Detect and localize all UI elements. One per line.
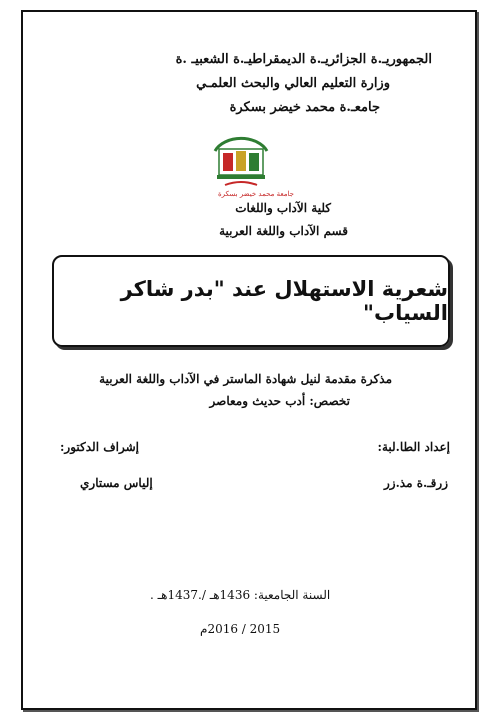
thesis-specialty: تخصص: أدب حديث ومعاصر xyxy=(209,394,350,408)
supervisor-label: إشراف الدكتور: xyxy=(60,440,140,454)
student-name: زرقـ.ة مذ.زر xyxy=(384,476,448,490)
page-border xyxy=(21,10,477,710)
title-box xyxy=(52,255,450,347)
university-logo xyxy=(205,135,277,191)
academic-year: السنة الجامعية: 1436هـ /.1437هـ . xyxy=(150,588,331,602)
faculty-name: كلية الآداب واللغات xyxy=(235,201,331,215)
logo-caption: جامعة محمد خيضر بسكرة xyxy=(218,190,294,198)
prepared-by-label: إعداد الطا.لبة: xyxy=(377,440,450,454)
university-heading: جامعـ.ة محمد خيضر بسكرة xyxy=(229,100,380,115)
republic-heading: الجمهوريـ.ة الجزائريـ.ة الديمقراطيـ.ة الشعبيـ .ة xyxy=(175,52,432,67)
thesis-purpose: مذكرة مقدمة لنيل شهادة الماستر في الآداب واللغة العربية xyxy=(99,372,392,386)
ministry-heading: وزارة التعليم العالي والبحث العلمـي xyxy=(196,76,390,91)
thesis-title: شعرية الاستهلال عند "بدر شاكر السياب" xyxy=(120,277,448,325)
supervisor-name: إلياس مستاري xyxy=(80,476,153,490)
gregorian-year: 2015 / 2016م xyxy=(200,622,281,636)
department-name: قسم الآداب واللغة العربية xyxy=(219,224,348,238)
